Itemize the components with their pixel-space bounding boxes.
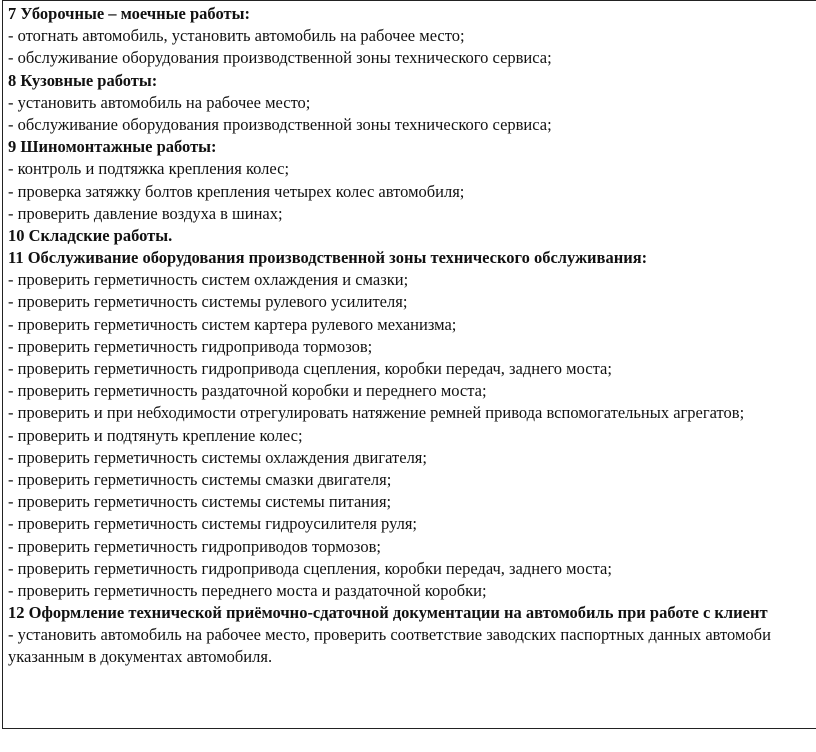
section-heading: 7 Уборочные – моечные работы: xyxy=(8,4,250,23)
list-item: - проверить герметичность гидропривода сцепления, коробки передач, заднего моста; xyxy=(8,558,612,578)
list-item: - проверить и подтянуть крепление колес; xyxy=(8,425,303,445)
list-item: - обслуживание оборудования производственной зоны технического сервиса; xyxy=(8,114,552,134)
list-item: - проверить герметичность системы смазки двигателя; xyxy=(8,469,392,489)
list-item: - проверить герметичность систем картера рулевого механизма; xyxy=(8,314,457,334)
section-heading: 11 Обслуживание оборудования производственной зоны технического обслуживания: xyxy=(8,248,648,268)
section-heading: 9 Шиномонтажные работы: xyxy=(8,137,217,157)
list-item: - проверить герметичность гидроприводов тормозов; xyxy=(8,536,381,556)
list-item: - проверить герметичность переднего моста и раздаточной коробки; xyxy=(8,580,487,600)
list-item: - установить автомобиль на рабочее место; xyxy=(8,92,311,112)
list-item: - проверить давление воздуха в шинах; xyxy=(8,203,283,223)
list-item: - проверить герметичность систем охлаждения и смазки; xyxy=(8,270,409,290)
list-item-continuation: указанным в документах автомобиля. xyxy=(8,647,273,667)
section-heading: 12 Оформление технической приёмочно-сдаточной документации на автомобиль при работе с клиент xyxy=(8,603,768,623)
list-item: - контроль и подтяжка крепления колес; xyxy=(8,159,290,179)
list-item: - проверить герметичность раздаточной коробки и переднего моста; xyxy=(8,381,487,401)
list-item: - проверить герметичность гидропривода сцепления, коробки передач, заднего моста; xyxy=(8,359,612,378)
section-heading: 8 Кузовные работы: xyxy=(8,70,158,90)
document-text xyxy=(8,3,816,669)
list-item: - отогнать автомобиль, установить автомобиль на рабочее место; xyxy=(8,26,465,46)
list-item: - проверить герметичность гидропривода тормозов; xyxy=(8,336,373,356)
list-item: - проверить герметичность системы системы питания; xyxy=(8,492,392,512)
list-item: - проверить и при небходимости отрегулировать натяжение ремней привода вспомогательных агрегатов; xyxy=(8,403,745,423)
list-item: - проверка затяжку болтов крепления четырех колес автомобиля; xyxy=(8,181,465,201)
list-item: - установить автомобиль на рабочее место, проверить соответствие заводских паспортных данных автомоби xyxy=(8,625,771,645)
list-item: - проверить герметичность системы рулевого усилителя; xyxy=(8,292,408,312)
list-item: - проверить герметичность системы гидроусилителя руля; xyxy=(8,514,418,534)
section-heading: 10 Складские работы. xyxy=(8,225,173,245)
list-item: - проверить герметичность системы охлаждения двигателя; xyxy=(8,447,427,467)
list-item: - обслуживание оборудования производственной зоны технического сервиса; xyxy=(8,48,552,68)
